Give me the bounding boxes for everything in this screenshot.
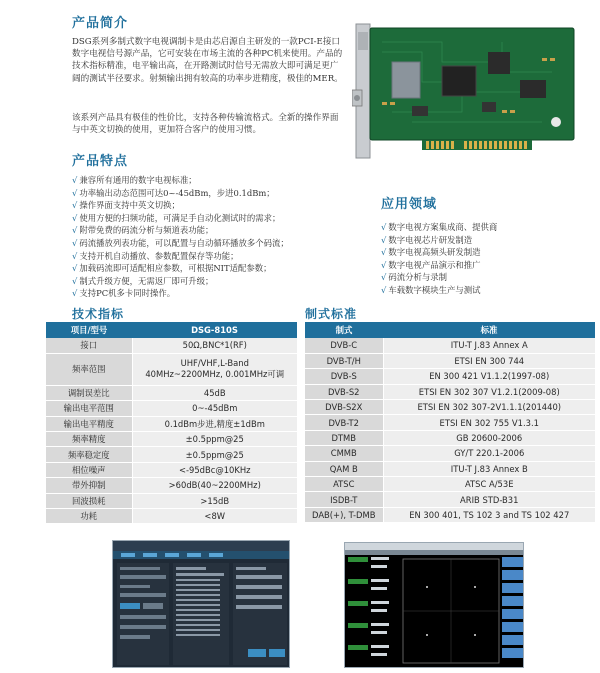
check-icon: √ bbox=[381, 247, 387, 258]
spec-value bbox=[132, 353, 297, 385]
spec-value: 0.1dBm步进,精度±1dBm bbox=[132, 416, 297, 431]
standard-name: DAB(+), T-DMB bbox=[305, 507, 383, 522]
table-row bbox=[46, 509, 297, 524]
table-row bbox=[305, 384, 595, 399]
table-row bbox=[305, 415, 595, 430]
table-row bbox=[305, 400, 595, 415]
spec-value-multiline: UHF/VHF,L-Band 40MHz~2200MHz, 0.001MHz可调 bbox=[145, 358, 285, 380]
list-item: √ 兼容所有通用的数字电视标准； bbox=[72, 175, 197, 185]
list-item: √ 码流分析与录制 bbox=[381, 272, 447, 283]
table-row bbox=[305, 369, 595, 384]
spec-key: 频率精度 bbox=[46, 432, 132, 447]
standard-spec: ITU-T J.83 Annex A bbox=[383, 338, 595, 353]
standard-spec: GB 20600-2006 bbox=[383, 430, 595, 445]
standard-name: CMMB bbox=[305, 446, 383, 461]
specs-table bbox=[46, 322, 297, 524]
spec-key: 调制误差比 bbox=[46, 385, 132, 400]
spec-value: >15dB bbox=[132, 493, 297, 508]
list-item: √ 支持PC机多卡同时操作。 bbox=[72, 288, 176, 299]
table-row bbox=[305, 353, 595, 368]
standard-spec: ETSI EN 302 307-2V1.1.1(201440) bbox=[383, 400, 595, 415]
standard-name: DVB-T/H bbox=[305, 353, 383, 368]
check-icon: √ bbox=[72, 175, 78, 185]
table-row bbox=[305, 507, 595, 522]
standard-spec: EN 300 401, TS 102 3 and TS 102 427 bbox=[383, 507, 595, 522]
column-header: DSG-810S bbox=[132, 322, 297, 338]
list-item: √ 数字电视高频头研发制造 bbox=[381, 247, 481, 258]
check-icon: √ bbox=[72, 212, 78, 223]
standard-spec: ARIB STD-B31 bbox=[383, 492, 595, 507]
check-icon: √ bbox=[72, 200, 78, 211]
spec-value: >60dB(40~2200MHz) bbox=[132, 478, 297, 493]
standard-name: DVB-S2X bbox=[305, 400, 383, 415]
standards-title: 制式标准 bbox=[305, 307, 358, 321]
features-title: 产品特点 bbox=[72, 154, 129, 169]
intro-title: 产品简介 bbox=[72, 16, 129, 31]
standard-name: DVB-S bbox=[305, 369, 383, 384]
intro-paragraph-1: DSG系列多制式数字电视调制卡是由芯启源自主研发的一款PCI-E接口数字电视信号源产品，它可安装在市场主流的各种PC机来使用。产品的技术指标精准，电平输出高，在开路测试时信号无需放大即可满足更广阔的测试半径要求。射频输出拥有较高的功率步进精度，极佳的MER。 bbox=[72, 37, 343, 84]
spec-value: <-95dBc@10KHz bbox=[132, 462, 297, 477]
spec-key: 带外抑制 bbox=[46, 478, 132, 493]
standard-spec: ETSI EN 302 755 V1.3.1 bbox=[383, 415, 595, 430]
spec-value: 50Ω,BNC*1(RF) bbox=[132, 338, 297, 353]
table-row bbox=[305, 492, 595, 507]
standard-spec: EN 300 421 V1.1.2(1997-08) bbox=[383, 369, 595, 384]
standard-spec: ETSI EN 302 307 V1.2.1(2009-08) bbox=[383, 384, 595, 399]
spec-key: 功耗 bbox=[46, 509, 132, 524]
list-item: √ 车载数字模块生产与测试 bbox=[381, 284, 481, 295]
standard-name: ATSC bbox=[305, 477, 383, 492]
table-header-row bbox=[305, 322, 595, 338]
check-icon: √ bbox=[72, 250, 78, 261]
standard-name: DVB-T2 bbox=[305, 415, 383, 430]
check-icon: √ bbox=[72, 263, 78, 274]
list-item: √ 操作界面支持中英文切换； bbox=[72, 200, 180, 211]
applications-list bbox=[381, 221, 497, 297]
check-icon: √ bbox=[381, 284, 387, 295]
table-header-row bbox=[46, 322, 297, 338]
standard-name: DVB-C bbox=[305, 338, 383, 353]
standard-spec: ITU-T J.83 Annex B bbox=[383, 461, 595, 476]
table-row bbox=[305, 338, 595, 353]
check-icon: √ bbox=[72, 225, 78, 236]
spec-value: 45dB bbox=[132, 385, 297, 400]
software-screenshot-player bbox=[112, 540, 290, 668]
list-item: √ 码流播放列表功能，可以配置与自动循环播放多个码流； bbox=[72, 237, 289, 248]
spec-value: <8W bbox=[132, 509, 297, 524]
standard-name: DVB-S2 bbox=[305, 384, 383, 399]
applications-title: 应用领域 bbox=[381, 197, 438, 212]
spec-key: 频率范围 bbox=[46, 353, 132, 385]
table-row bbox=[46, 385, 297, 400]
table-row bbox=[46, 447, 297, 462]
list-item: √ 附带免费的码流分析与频道表功能； bbox=[72, 225, 214, 236]
column-header: 制式 bbox=[305, 322, 383, 338]
list-item: √ 加载码流即可适配相应参数，可根据NIT适配参数； bbox=[72, 263, 272, 274]
list-item: √ 支持开机自动播放、参数配置保存等功能； bbox=[72, 250, 239, 261]
spec-key: 回波损耗 bbox=[46, 493, 132, 508]
spec-key: 接口 bbox=[46, 338, 132, 353]
list-item: √ 功率输出动态范围可达0~-45dBm，步进0.1dBm； bbox=[72, 187, 275, 198]
product-card-image bbox=[352, 22, 578, 162]
spec-value: ±0.5ppm@25 bbox=[132, 432, 297, 447]
check-icon: √ bbox=[381, 259, 387, 270]
table-row bbox=[305, 477, 595, 492]
spec-key: 频率稳定度 bbox=[46, 447, 132, 462]
column-header: 项目/型号 bbox=[46, 322, 132, 338]
check-icon: √ bbox=[72, 237, 78, 248]
check-icon: √ bbox=[72, 275, 78, 286]
features-list bbox=[72, 174, 289, 300]
standard-name: ISDB-T bbox=[305, 492, 383, 507]
table-row bbox=[305, 461, 595, 476]
check-icon: √ bbox=[72, 288, 78, 299]
table-row bbox=[46, 493, 297, 508]
list-item: √ 数字电视方案集成商、提供商 bbox=[381, 222, 498, 232]
specs-title: 技术指标 bbox=[72, 307, 125, 321]
table-row bbox=[305, 430, 595, 445]
list-item: √ 使用方便的扫频功能，可满足手自动化测试时的需求； bbox=[72, 212, 281, 223]
spec-key: 相位噪声 bbox=[46, 462, 132, 477]
software-screenshot-constellation bbox=[344, 542, 524, 668]
intro-paragraph-2: 该系列产品具有极佳的性价比，支持各种传输流格式。全新的操作界面与中英文切换的使用，更加符合客户的使用习惯。 bbox=[72, 113, 339, 136]
check-icon: √ bbox=[381, 272, 387, 283]
standard-name: DTMB bbox=[305, 430, 383, 445]
table-row bbox=[46, 416, 297, 431]
table-row bbox=[46, 478, 297, 493]
list-item: √ 制式升级方便，无需返厂即可升级； bbox=[72, 275, 214, 286]
table-row bbox=[46, 462, 297, 477]
check-icon: √ bbox=[381, 222, 387, 232]
standard-name: QAM B bbox=[305, 461, 383, 476]
standard-spec: ATSC A/53E bbox=[383, 477, 595, 492]
spec-value: ±0.5ppm@25 bbox=[132, 447, 297, 462]
standard-spec: ETSI EN 300 744 bbox=[383, 353, 595, 368]
table-row bbox=[46, 338, 297, 353]
check-icon: √ bbox=[72, 187, 78, 198]
table-row bbox=[46, 353, 297, 385]
column-header: 标准 bbox=[383, 322, 595, 338]
standards-table bbox=[305, 322, 595, 523]
table-row bbox=[46, 432, 297, 447]
check-icon: √ bbox=[381, 234, 387, 245]
spec-value: 0~-45dBm bbox=[132, 401, 297, 416]
table-row bbox=[46, 401, 297, 416]
spec-key: 输出电平范围 bbox=[46, 401, 132, 416]
list-item: √ 数字电视芯片研发制造 bbox=[381, 234, 473, 245]
standard-spec: GY/T 220.1-2006 bbox=[383, 446, 595, 461]
list-item: √ 数字电视产品演示和推广 bbox=[381, 259, 481, 270]
table-row bbox=[305, 446, 595, 461]
spec-key: 输出电平精度 bbox=[46, 416, 132, 431]
